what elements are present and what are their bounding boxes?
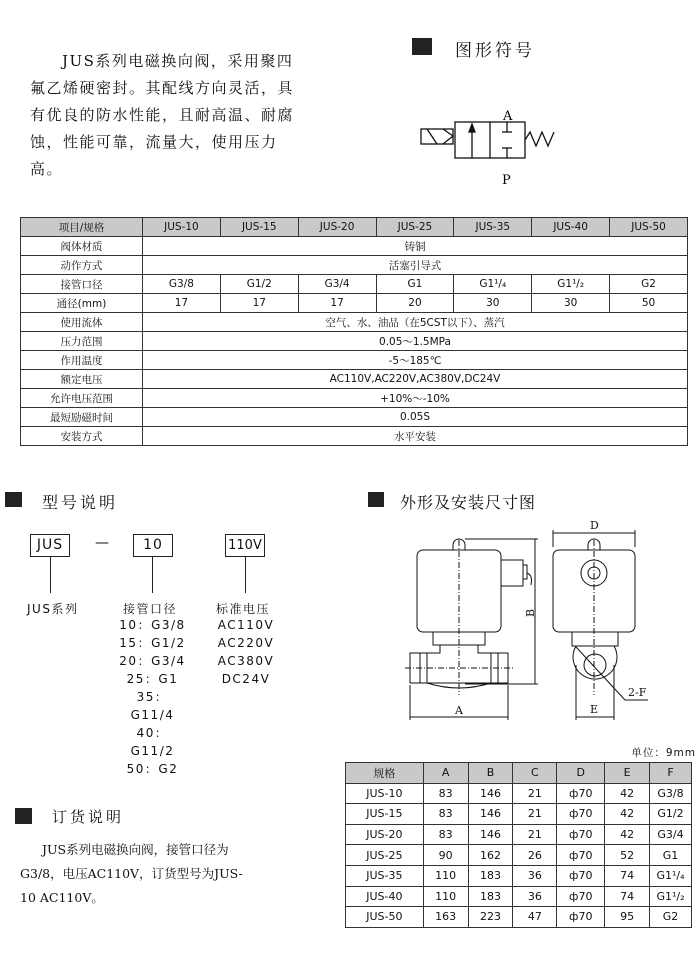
- list-item: DC24V: [221, 672, 271, 686]
- cell: 74: [605, 886, 650, 907]
- cell: ф70: [557, 804, 605, 825]
- symbol-title: 图形符号: [455, 41, 535, 61]
- spec-table: [20, 217, 688, 446]
- dim-e-label: E: [590, 703, 599, 716]
- cell: 42: [605, 804, 650, 825]
- cell: JUS-35: [346, 865, 424, 886]
- dim-b-label: B: [524, 608, 537, 617]
- cell: G1¹/₄: [454, 275, 532, 294]
- cell: G3/8: [650, 783, 692, 804]
- header-cell: A: [423, 763, 468, 784]
- row-value: 0.05S: [143, 408, 688, 427]
- table-header-row: [346, 763, 692, 784]
- cell: G1¹/₂: [650, 886, 692, 907]
- dim-f-label: 2-F: [628, 686, 647, 699]
- header-cell: 项目/规格: [21, 218, 143, 237]
- voltage-label: 标准电压: [216, 602, 271, 616]
- dims-title: 外形及安装尺寸图: [400, 493, 537, 512]
- section-marker-icon: [5, 492, 22, 507]
- row-value: 水平安装: [143, 427, 688, 446]
- row-value: 空气、水、油品（在5CST以下）、蒸汽: [143, 313, 688, 332]
- intro-text: JUS系列电磁换向阀，采用聚四氟乙烯硬密封。其配线方向灵活，具有优良的防水性能，且耐高温、耐腐蚀，性能可靠，流量大，使用压力高。: [30, 52, 295, 178]
- model-dash: —: [95, 535, 109, 551]
- cell: G1/2: [650, 804, 692, 825]
- header-cell: JUS-50: [610, 218, 688, 237]
- section-marker-icon: [412, 38, 432, 55]
- cell: 36: [513, 886, 557, 907]
- cell: 74: [605, 865, 650, 886]
- cell: 162: [468, 845, 513, 866]
- row-value: +10%～-10%: [143, 389, 688, 408]
- table-row: [21, 313, 688, 332]
- valve-dimension-drawing: [390, 505, 660, 735]
- cell: 47: [513, 907, 557, 928]
- row-label: 作用温度: [21, 351, 143, 370]
- cell: 20: [376, 294, 454, 313]
- table-row: [346, 804, 692, 825]
- cell: 146: [468, 804, 513, 825]
- header-cell: JUS-40: [532, 218, 610, 237]
- list-item: AC380V: [217, 654, 275, 668]
- order-text: JUS系列电磁换向阀，接管口径为G3/8，电压AC110V，订货型号为JUS-10 AC110V。: [20, 842, 243, 905]
- cell: G3/4: [650, 824, 692, 845]
- header-cell: D: [557, 763, 605, 784]
- header-cell: F: [650, 763, 692, 784]
- cell: 146: [468, 783, 513, 804]
- table-row: [21, 370, 688, 389]
- list-item: 50：G2: [126, 762, 179, 776]
- cell: G3/4: [298, 275, 376, 294]
- cell: 21: [513, 783, 557, 804]
- table-row: [21, 275, 688, 294]
- table-row: [21, 294, 688, 313]
- dim-a-label: A: [455, 704, 463, 717]
- valve-symbol-diagram: [415, 108, 565, 190]
- row-label: 压力范围: [21, 332, 143, 351]
- list-item: 20：G3/4: [119, 654, 186, 668]
- cell: 30: [454, 294, 532, 313]
- cell: G1/2: [220, 275, 298, 294]
- table-row: [346, 783, 692, 804]
- table-header-row: [21, 218, 688, 237]
- table-row: [21, 332, 688, 351]
- dimension-table: [345, 762, 692, 928]
- header-cell: JUS-20: [298, 218, 376, 237]
- connector-line: [245, 557, 246, 593]
- row-value: AC110V,AC220V,AC380V,DC24V: [143, 370, 688, 389]
- table-row: [21, 427, 688, 446]
- cell: JUS-25: [346, 845, 424, 866]
- series-label: JUS系列: [27, 602, 79, 616]
- connector-line: [50, 557, 51, 593]
- cell: 110: [423, 886, 468, 907]
- table-row: [346, 824, 692, 845]
- header-cell: JUS-35: [454, 218, 532, 237]
- cell: ф70: [557, 865, 605, 886]
- section-marker-icon: [368, 492, 384, 507]
- cell: ф70: [557, 907, 605, 928]
- port-p-label: P: [502, 173, 511, 188]
- cell: 83: [423, 783, 468, 804]
- cell: 26: [513, 845, 557, 866]
- list-item: 10：G3/8: [119, 618, 186, 632]
- cell: 21: [513, 804, 557, 825]
- cell: 36: [513, 865, 557, 886]
- row-label: 阀体材质: [21, 237, 143, 256]
- list-item: AC110V: [217, 618, 275, 632]
- table-row: [21, 256, 688, 275]
- cell: 17: [220, 294, 298, 313]
- port-a-label: A: [503, 109, 513, 124]
- row-label: 允许电压范围: [21, 389, 143, 408]
- list-item: 35：G11/4: [130, 690, 175, 722]
- model-series-box: JUS: [30, 534, 70, 557]
- row-label: 动作方式: [21, 256, 143, 275]
- model-port-box: 10: [133, 534, 173, 557]
- cell: ф70: [557, 886, 605, 907]
- table-row: [346, 907, 692, 928]
- header-cell: 规格: [346, 763, 424, 784]
- list-item: 25：G1: [126, 672, 179, 686]
- cell: ф70: [557, 824, 605, 845]
- connector-line: [152, 557, 153, 593]
- row-value: 活塞引导式: [143, 256, 688, 275]
- cell: G3/8: [143, 275, 221, 294]
- cell: 21: [513, 824, 557, 845]
- row-label: 通径(mm): [21, 294, 143, 313]
- row-label: 接管口径: [21, 275, 143, 294]
- table-row: [21, 389, 688, 408]
- dim-d-label: D: [590, 519, 599, 532]
- header-cell: JUS-10: [143, 218, 221, 237]
- cell: G2: [650, 907, 692, 928]
- cell: 52: [605, 845, 650, 866]
- row-value: 0.05～1.5MPa: [143, 332, 688, 351]
- row-value: -5～185℃: [143, 351, 688, 370]
- list-item: AC220V: [217, 636, 275, 650]
- list-item: 40：G11/2: [130, 726, 175, 758]
- section-marker-icon: [15, 808, 32, 824]
- model-voltage-box: 110V: [225, 534, 265, 557]
- table-row: [346, 845, 692, 866]
- cell: G2: [610, 275, 688, 294]
- cell: 42: [605, 824, 650, 845]
- cell: 223: [468, 907, 513, 928]
- model-title: 型号说明: [42, 493, 119, 512]
- cell: 183: [468, 886, 513, 907]
- cell: G1¹/₂: [532, 275, 610, 294]
- cell: 83: [423, 824, 468, 845]
- cell: G1: [650, 845, 692, 866]
- header-cell: JUS-25: [376, 218, 454, 237]
- cell: JUS-10: [346, 783, 424, 804]
- cell: JUS-40: [346, 886, 424, 907]
- table-row: [21, 237, 688, 256]
- cell: 95: [605, 907, 650, 928]
- row-value: 铸铜: [143, 237, 688, 256]
- table-row: [346, 865, 692, 886]
- cell: 146: [468, 824, 513, 845]
- header-cell: B: [468, 763, 513, 784]
- table-row: [21, 351, 688, 370]
- cell: ф70: [557, 783, 605, 804]
- cell: JUS-15: [346, 804, 424, 825]
- cell: 163: [423, 907, 468, 928]
- order-title: 订货说明: [52, 808, 125, 826]
- cell: JUS-50: [346, 907, 424, 928]
- row-label: 最短励磁时间: [21, 408, 143, 427]
- cell: G1¹/₄: [650, 865, 692, 886]
- row-label: 安装方式: [21, 427, 143, 446]
- cell: 30: [532, 294, 610, 313]
- cell: 110: [423, 865, 468, 886]
- table-row: [346, 886, 692, 907]
- list-item: 15：G1/2: [119, 636, 186, 650]
- cell: 183: [468, 865, 513, 886]
- unit-label: 单位：9mm: [631, 747, 696, 759]
- header-cell: C: [513, 763, 557, 784]
- cell: JUS-20: [346, 824, 424, 845]
- row-label: 使用流体: [21, 313, 143, 332]
- row-label: 额定电压: [21, 370, 143, 389]
- cell: 17: [298, 294, 376, 313]
- port-list: [115, 616, 190, 778]
- cell: 50: [610, 294, 688, 313]
- port-label: 接管口径: [123, 602, 178, 616]
- header-cell: JUS-15: [220, 218, 298, 237]
- cell: ф70: [557, 845, 605, 866]
- voltage-list: [215, 616, 277, 688]
- table-row: [21, 408, 688, 427]
- header-cell: E: [605, 763, 650, 784]
- cell: 83: [423, 804, 468, 825]
- cell: G1: [376, 275, 454, 294]
- cell: 17: [143, 294, 221, 313]
- cell: 90: [423, 845, 468, 866]
- cell: 42: [605, 783, 650, 804]
